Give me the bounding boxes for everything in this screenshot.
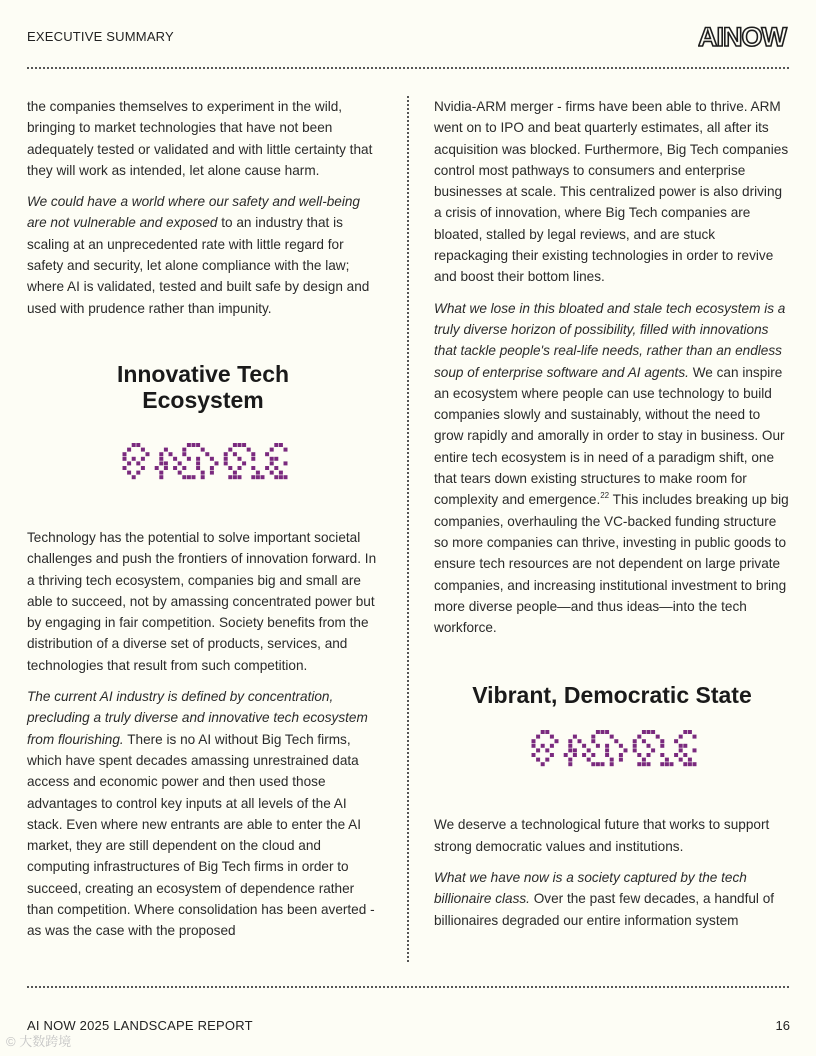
- ornament-pixel: [178, 461, 182, 465]
- ornament-pixel: [251, 466, 255, 470]
- ornament-pixel: [224, 452, 228, 456]
- ornament-pixel: [284, 475, 288, 479]
- ornament-pixel: [159, 475, 163, 479]
- ornament-pixel: [679, 749, 683, 753]
- footer-report-title: AI NOW 2025 LANDSCAPE REPORT: [27, 1018, 253, 1033]
- ornament-pixel: [550, 744, 554, 748]
- ornament-pixel: [683, 730, 687, 734]
- ornament-pixel: [238, 443, 242, 447]
- ornament-pixel: [601, 763, 605, 767]
- ornament-pixel: [642, 740, 646, 744]
- ornament-pixel: [196, 457, 200, 461]
- ornament-pixel: [610, 763, 614, 767]
- ornament-pixel: [619, 744, 623, 748]
- ornament-pixel: [132, 475, 136, 479]
- ornament-pixel: [270, 471, 274, 475]
- header-section-label: EXECUTIVE SUMMARY: [27, 29, 174, 44]
- ornament-pixel: [647, 763, 651, 767]
- ornament-pixel: [141, 466, 145, 470]
- ornament-pixel: [155, 466, 159, 470]
- ornament-pixel: [532, 744, 536, 748]
- ornament-pixel: [159, 457, 163, 461]
- right-paragraph-2-tail: This includes breaking up big companies, overhauling the VC-backed funding structure so more companies can thrive, investing in public goods to ensure tech resources are not dependent on large private companies, and increasing institutional investment to bring more diverse people—and thus ideas—into the tech workforce.: [434, 492, 789, 636]
- ornament-pixel: [196, 466, 200, 470]
- ornament-pixel: [284, 448, 288, 452]
- ornament-pixel: [536, 758, 540, 762]
- ornament-pixel: [159, 471, 163, 475]
- ornament-pixel: [274, 466, 278, 470]
- ornament-pixel: [141, 457, 145, 461]
- ornament-pixel: [564, 753, 568, 757]
- ornament-pixel: [683, 753, 687, 757]
- ornament-pixel: [228, 466, 232, 470]
- right-paragraph-3: We deserve a technological future that works to support strong democratic values and institutions.: [434, 817, 770, 854]
- left-column: [27, 96, 379, 952]
- ornament-pixel: [573, 753, 577, 757]
- ornament-pixel: [674, 740, 678, 744]
- logo-text: AINOW: [698, 22, 786, 50]
- ornament-pixel: [610, 735, 614, 739]
- ornament-pixel: [178, 471, 182, 475]
- ornament-pixel: [159, 461, 163, 465]
- ornament-pixel: [127, 448, 131, 452]
- ornament-pixel: [192, 475, 196, 479]
- ornament-pixel: [164, 466, 168, 470]
- ornament-pixel: [224, 457, 228, 461]
- ornament-pixel: [647, 744, 651, 748]
- ornament-pixel: [605, 753, 609, 757]
- ornament-pixel: [536, 735, 540, 739]
- ornament-pixel: [284, 461, 288, 465]
- ornament-pixel: [688, 758, 692, 762]
- ornament-pixel: [568, 763, 572, 767]
- ornament-pixel: [693, 735, 697, 739]
- ornament-pixel: [568, 749, 572, 753]
- ornament-pixel: [619, 758, 623, 762]
- ornament-pixel: [251, 475, 255, 479]
- ornament-pixel: [591, 753, 595, 757]
- ornament-pixel: [201, 475, 205, 479]
- ornament-pixel: [210, 466, 214, 470]
- ornament-pixel: [233, 471, 237, 475]
- ornament-pixel: [210, 471, 214, 475]
- ornament-pixel: [688, 763, 692, 767]
- footer-divider: [27, 986, 789, 988]
- ornament-pixel: [683, 763, 687, 767]
- column-divider: [407, 96, 409, 962]
- ornament-pixel: [256, 471, 260, 475]
- ornament-pixel: [164, 461, 168, 465]
- ornament-pixel: [173, 466, 177, 470]
- ornament-pixel: [270, 457, 274, 461]
- ornament-pixel: [541, 744, 545, 748]
- ornament-pixel: [550, 753, 554, 757]
- ornament-pixel: [633, 744, 637, 748]
- ornament-pixel: [605, 749, 609, 753]
- ornament-pixel: [261, 475, 265, 479]
- ornament-pixel: [274, 457, 278, 461]
- ornament-pixel: [679, 735, 683, 739]
- ornament-pixel: [256, 475, 260, 479]
- ornament-pixel: [633, 740, 637, 744]
- ornament-pixel: [591, 763, 595, 767]
- ornament-pixel: [624, 749, 628, 753]
- ornament-pixel: [573, 735, 577, 739]
- left-paragraph-2: [27, 191, 379, 319]
- ornament-pixel: [573, 749, 577, 753]
- ornament-pixel: [605, 730, 609, 734]
- pixel-ornament-icon: [118, 439, 288, 485]
- header-divider: [27, 67, 789, 69]
- ornament-pixel: [660, 744, 664, 748]
- ornament-pixel: [651, 749, 655, 753]
- ornament-pixel: [545, 749, 549, 753]
- ornament-pixel: [660, 740, 664, 744]
- right-paragraph-4-text: Over the past few decades, a handful of billionaires degraded our entire information system: [434, 891, 775, 928]
- ornament-pixel: [587, 758, 591, 762]
- ornament-pixel: [136, 443, 140, 447]
- ornament-pixel: [279, 443, 283, 447]
- ornament-pixel: [228, 475, 232, 479]
- ornament-pixel: [578, 740, 582, 744]
- ornament-pixel: [233, 452, 237, 456]
- left-paragraph-2-text: to an industry that is scaling at an unprecedented rate with little regard for safety and security, let alone compliance with the law; where AI is validated, tested and built safe by design and used with prudence rather than impunity.: [27, 215, 370, 316]
- ornament-pixel: [274, 475, 278, 479]
- ornament-pixel: [693, 763, 697, 767]
- right-paragraph-1: Nvidia-ARM merger - firms have been able to thrive. ARM went on to IPO and beat quarterly estimates, all after its acquisition was blocked. Furthermore, Big Tech companies control most pathways to consumers and enterprise businesses at scale. This centralized power is also driving a crisis of innovation, where Big Tech companies are bloated, stalled by legal reviews, and are stuck repackaging their existing technologies in order to revive and boost their bottom lines.: [434, 99, 789, 285]
- ornament-pixel: [541, 763, 545, 767]
- ornament-pixel: [274, 443, 278, 447]
- ornament-pixel: [545, 758, 549, 762]
- footnote-ref[interactable]: 22: [600, 491, 610, 501]
- ornament-pixel: [132, 443, 136, 447]
- ornament-pixel: [536, 749, 540, 753]
- ornament-pixel: [670, 763, 674, 767]
- heading-vibrant-democratic-state: Vibrant, Democratic State: [472, 682, 752, 709]
- ornament-pixel: [127, 471, 131, 475]
- ornament-pixel: [210, 457, 214, 461]
- ornament-pixel: [647, 753, 651, 757]
- ornament-pixel: [596, 744, 600, 748]
- ornament-pixel: [637, 735, 641, 739]
- ornament-pixel: [279, 471, 283, 475]
- ornament-pixel: [228, 448, 232, 452]
- ornament-pixel: [568, 758, 572, 762]
- ornament-pixel: [568, 744, 572, 748]
- ornament-pixel: [683, 744, 687, 748]
- ornament-pixel: [693, 749, 697, 753]
- ornament-pixel: [656, 735, 660, 739]
- left-paragraph-4: [27, 686, 379, 942]
- ornament-pixel: [251, 452, 255, 456]
- right-paragraph-2: [434, 298, 790, 639]
- ornament-pixel: [238, 457, 242, 461]
- ornament-pixel: [532, 740, 536, 744]
- ornament-pixel: [196, 443, 200, 447]
- ornament-pixel: [132, 457, 136, 461]
- ornament-pixel: [173, 457, 177, 461]
- ornament-pixel: [591, 735, 595, 739]
- ornament-pixel: [242, 443, 246, 447]
- ornament-pixel: [582, 744, 586, 748]
- ornament-pixel: [637, 753, 641, 757]
- ornament-pixel: [279, 475, 283, 479]
- ornament-pixel: [688, 730, 692, 734]
- ornament-pixel: [596, 763, 600, 767]
- right-paragraph-2-text: We can inspire an ecosystem where people can use technology to build companies slowly and sustainably, without the need to grow rapidly and amorally in order to stay in business. Our entire tech ecosystem is in need of a paradigm shift, one that tears down existing structures to make room for complexity and emergence.: [434, 364, 785, 508]
- pixel-ornament-icon: [527, 726, 697, 772]
- ornament-pixel: [159, 452, 163, 456]
- ornament-pixel: [647, 730, 651, 734]
- ornament-pixel: [587, 749, 591, 753]
- ornament-pixel: [642, 758, 646, 762]
- ornament-pixel: [591, 740, 595, 744]
- ornament-pixel: [123, 457, 127, 461]
- ornament-pixel: [633, 749, 637, 753]
- ornament-pixel: [141, 448, 145, 452]
- ornament-pixel: [541, 730, 545, 734]
- ornament-pixel: [127, 461, 131, 465]
- ornament-pixel: [136, 461, 140, 465]
- left-paragraph-1: the companies themselves to experiment in the wild, bringing to market technologies that have not been adequately tested or validated and with little certainty that they will work as intended, let alone cause harm.: [27, 99, 373, 178]
- ornament-pixel: [642, 763, 646, 767]
- right-column: [434, 96, 790, 941]
- ornament-pixel: [270, 461, 274, 465]
- ornament-pixel: [182, 448, 186, 452]
- left-paragraph-4-text: There is no AI without Big Tech firms, which have spent decades amassing unrestrained data access and economic power and then used those advantages to control key inputs at all levels of the AI stack. Even where new entrants are able to enter the AI market, they are still dependent on the cloud and computing infrastructures of Big Tech firms in order to succeed, creating an ecosystem of dependence rather than competition. Where consolidation has been averted - as was the case with the proposed: [27, 731, 375, 939]
- ornament-pixel: [187, 475, 191, 479]
- ornament-pixel: [610, 758, 614, 762]
- page-number: 16: [775, 1018, 790, 1033]
- ornament-pixel: [201, 448, 205, 452]
- left-paragraph-4-italic: The current AI industry is defined by concentration, precluding a truly diverse and innovative tech ecosystem from flourishing.: [27, 689, 368, 747]
- ornament-pixel: [238, 475, 242, 479]
- ornament-pixel: [679, 744, 683, 748]
- ornament-pixel: [545, 730, 549, 734]
- left-paragraph-2-italic: We could have a world where our safety and well-being are not vulnerable and exposed: [27, 194, 360, 231]
- right-paragraph-2-italic: What we lose in this bloated and stale tech ecosystem is a truly diverse horizon of possibility, filled with innovations that tackle people's real-life needs, rather than an endless soup of enterprise software and AI agents.: [434, 300, 786, 380]
- ornament-pixel: [136, 471, 140, 475]
- ornament-pixel: [164, 448, 168, 452]
- ornament-pixel: [665, 763, 669, 767]
- ornament-pixel: [205, 452, 209, 456]
- ornament-pixel: [674, 753, 678, 757]
- ornament-pixel: [187, 443, 191, 447]
- ornament-pixel: [192, 443, 196, 447]
- ornament-pixel: [238, 466, 242, 470]
- ornament-pixel: [665, 758, 669, 762]
- ornament-pixel: [605, 744, 609, 748]
- ornament-pixel: [596, 730, 600, 734]
- ornament-pixel: [224, 461, 228, 465]
- ornament-pixel: [201, 471, 205, 475]
- ornament-pixel: [660, 753, 664, 757]
- ornament-pixel: [182, 466, 186, 470]
- ornament-pixel: [265, 452, 269, 456]
- ornament-pixel: [247, 448, 251, 452]
- left-paragraph-3: Technology has the potential to solve important societal challenges and push the frontiers of innovation forward. In a thriving tech ecosystem, companies big and small are able to succeed, not by amassing concentrated power but by engaging in fair competition. Society benefits from the distribution of a diverse set of products, services, and technologies that result from such competition.: [27, 529, 377, 673]
- ornament-pixel: [619, 753, 623, 757]
- ornament-pixel: [614, 740, 618, 744]
- ornament-pixel: [215, 461, 219, 465]
- ornament-pixel: [251, 457, 255, 461]
- ornament-pixel: [182, 475, 186, 479]
- ornament-pixel: [660, 763, 664, 767]
- ornament-pixel: [532, 753, 536, 757]
- ornament-pixel: [242, 461, 246, 465]
- ornament-pixel: [182, 452, 186, 456]
- ornament-pixel: [651, 730, 655, 734]
- ornament-pixel: [196, 461, 200, 465]
- ornament-pixel: [582, 753, 586, 757]
- ornament-pixel: [233, 443, 237, 447]
- ornament-pixel: [265, 466, 269, 470]
- ornament-pixel: [555, 740, 559, 744]
- heading-innovative-tech-ecosystem: Innovative Tech Ecosystem: [116, 360, 290, 413]
- ornament-pixel: [601, 730, 605, 734]
- ornament-pixel: [123, 452, 127, 456]
- ornament-pixel: [146, 452, 150, 456]
- ornament-pixel: [550, 735, 554, 739]
- ornament-pixel: [642, 730, 646, 734]
- ainow-logo: [698, 22, 790, 50]
- ornament-pixel: [270, 448, 274, 452]
- ornament-pixel: [169, 452, 173, 456]
- right-paragraph-4-italic: What we have now is a society captured by the tech billionaire class.: [434, 870, 747, 907]
- right-paragraph-4: [434, 867, 790, 931]
- watermark-text: © 大数跨境: [6, 1034, 72, 1049]
- ornament-pixel: [637, 763, 641, 767]
- ornament-pixel: [187, 457, 191, 461]
- ornament-pixel: [568, 740, 572, 744]
- ornament-pixel: [233, 475, 237, 479]
- ornament-pixel: [123, 466, 127, 470]
- ornament-pixel: [679, 758, 683, 762]
